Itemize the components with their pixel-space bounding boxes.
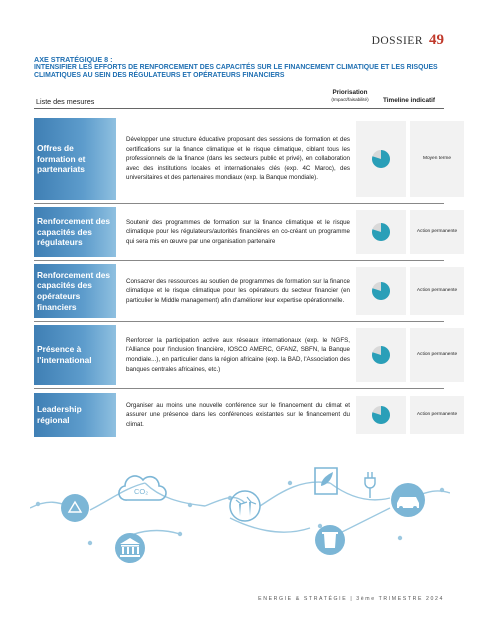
connector-line xyxy=(330,483,390,500)
trash-icon xyxy=(315,525,345,555)
axe-subtitle: INTENSIFIER LES EFFORTS DE RENFORCEMENT DES CAPACITÉS SUR LE FINANCEMENT CLIMATIQUE ET LES RISQUES CLIMATIQUES AU SEIN DES RÉGULATEURS ET OPÉRATEURS FINANCIERS xyxy=(34,64,438,79)
timeline-cell: Action permanente xyxy=(410,396,464,434)
header-divider xyxy=(34,108,444,109)
page-number: 49 xyxy=(429,32,444,48)
fuel-leaf-icon xyxy=(315,468,337,494)
timeline-cell: Action permanente xyxy=(410,210,464,254)
priority-label: Priorisation xyxy=(332,89,368,96)
row-divider xyxy=(34,388,444,389)
plug-icon xyxy=(365,472,375,498)
wind-turbine-icon xyxy=(230,491,260,521)
row-label: Présence à l'international xyxy=(34,325,116,385)
row-description: Renforcer la participation active aux réseaux internationaux (exp. le NGFS, l'Alliance pour l'inclusion financière, IOSCO AMERC, GFANZ, SBFN, la Banque mondiale...), en particulier dans la région africaine (exp. la BAD, l'Association des banques centrales africaines, etc.) xyxy=(126,336,350,373)
page-footer: ENERGIE & STRATÉGIE | 3ème TRIMESTRE 2024 xyxy=(258,596,444,602)
electric-car-icon xyxy=(391,483,425,517)
recycle-icon xyxy=(61,494,89,522)
axe-title: AXE STRATÉGIQUE 8 : xyxy=(34,55,113,64)
page-header xyxy=(372,32,444,49)
priority-cell xyxy=(356,267,406,315)
section-title: DOSSIER xyxy=(371,35,423,47)
timeline-cell: Action permanente xyxy=(410,267,464,315)
priority-pie-icon xyxy=(371,345,391,365)
row-divider xyxy=(34,260,444,261)
column-header-priority xyxy=(316,89,384,102)
table-row xyxy=(34,325,458,385)
row-label: Renforcement des capacités des régulateurs xyxy=(34,207,116,257)
priority-pie-icon xyxy=(371,281,391,301)
priority-sublabel: (Impact/faisabilité) xyxy=(331,97,369,102)
row-description: Soutenir des programmes de formation sur la finance climatique et le risque climatique pour les régulateurs/autorités financières en co-créant un programme qui sera mis en œuvre par une organisation partenaire xyxy=(126,218,350,245)
row-label: Leadership régional xyxy=(34,393,116,437)
connector-line xyxy=(145,483,205,506)
priority-cell xyxy=(356,328,406,382)
table-row xyxy=(34,207,458,257)
priority-pie-icon xyxy=(371,149,391,169)
timeline-cell: Action permanente xyxy=(410,328,464,382)
climate-finance-illustration xyxy=(30,458,450,578)
bank-icon xyxy=(115,533,145,563)
row-description: Organiser au moins une nouvelle conférence sur le financement du climat et assurer une présence dans les conférences existantes sur le financement du climat. xyxy=(126,401,350,428)
row-divider xyxy=(34,321,444,322)
timeline-cell: Moyen terme xyxy=(410,121,464,197)
column-header-list: Liste des mesures xyxy=(36,97,95,106)
axe-heading xyxy=(34,55,454,80)
row-label: Offres de formation et partenariats xyxy=(34,118,116,200)
priority-pie-icon xyxy=(371,222,391,242)
row-description: Développer une structure éducative proposant des sessions de formation et des certifications sur la finance climatique et le risque climatique, ciblant tous les professionnels de la finance (dans les secteurs public et privé), en collaboration avec des institutions locales et internationales clés (exp. 4C Maroc), des universitaires et des partenaires mondiaux (exp. la Banque mondiale). xyxy=(126,136,350,182)
row-divider xyxy=(34,203,444,204)
row-label: Renforcement des capacités des opérateurs financiers xyxy=(34,264,116,318)
priority-pie-icon xyxy=(371,405,391,425)
table-row xyxy=(34,118,451,200)
table-row xyxy=(34,264,458,318)
row-description: Consacrer des ressources au soutien de programmes de formation sur la finance climatique et le risque climatique pour les opérateurs du secteur financier (en particulier le Middle management) afin d'améliorer leur expertise opérationnelle. xyxy=(126,277,350,304)
table-row xyxy=(34,393,458,437)
priority-cell xyxy=(356,396,406,434)
priority-cell xyxy=(356,210,406,254)
co2-cloud-icon xyxy=(119,476,166,500)
priority-cell xyxy=(356,121,406,197)
column-header-timeline: Timeline indicatif xyxy=(382,97,436,104)
co2-label: CO₂ xyxy=(134,487,149,496)
